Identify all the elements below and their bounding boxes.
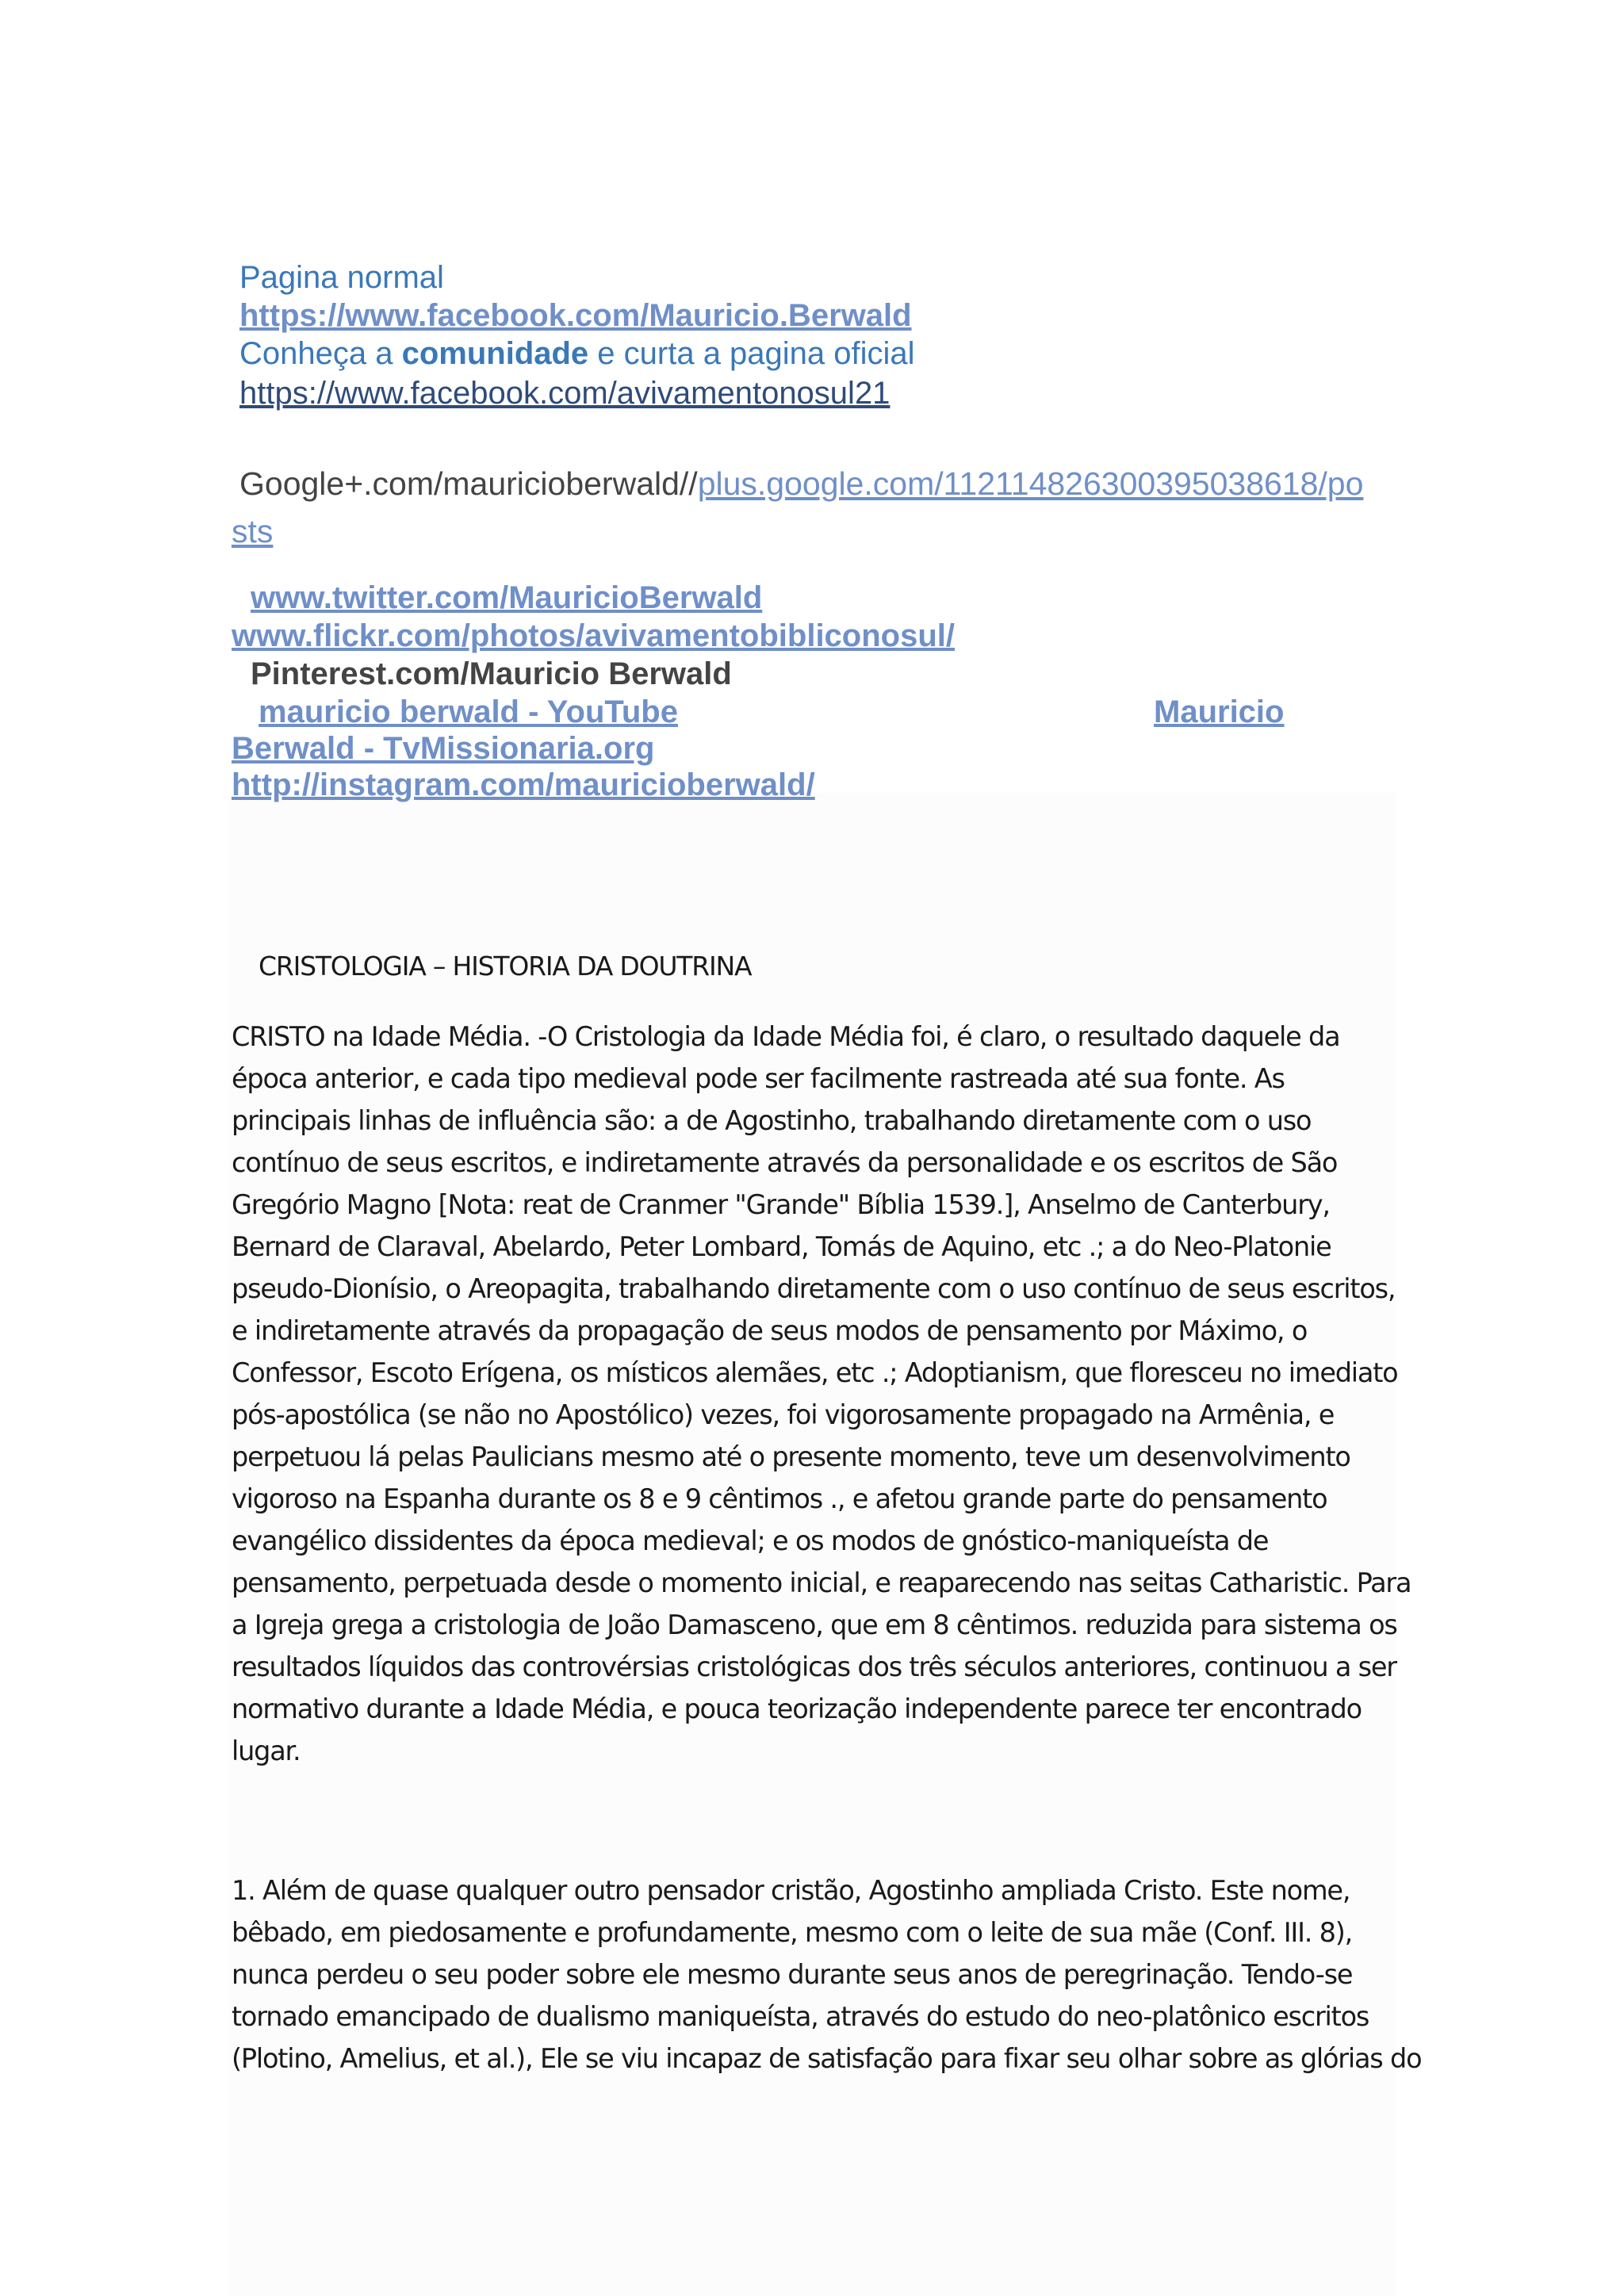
paragraph-line: normativo durante a Idade Média, e pouca teorização independente parece ter encontrado — [232, 1693, 1362, 1724]
paragraph-line: CRISTO na Idade Média. -O Cristologia da Idade Média foi, é claro, o resultado daquele da — [232, 1021, 1340, 1052]
paragraph-line: a Igreja grega a cristologia de João Damasceno, que em 8 cêntimos. reduzida para sistema os — [232, 1609, 1397, 1640]
google-plus-link[interactable]: plus.google.com/112114826300395038618/po — [697, 465, 1364, 502]
paragraph-line: época anterior, e cada tipo medieval pode ser facilmente rastreada até sua fonte. As — [232, 1063, 1285, 1094]
pagina-normal-label: Pagina normal — [239, 260, 444, 295]
paragraph-line: bêbado, em piedosamente e profundamente, mesmo com o leite de sua mãe (Conf. III. 8), — [232, 1917, 1353, 1948]
paragraph-line: pseudo-Dionísio, o Areopagita, trabalhando diretamente com o uso contínuo de seus escritos, — [232, 1273, 1396, 1304]
community-suffix: e curta a pagina oficial — [588, 336, 915, 371]
community-line — [239, 336, 915, 372]
paragraph-line: Confessor, Escoto Erígena, os místicos alemães, etc .; Adoptianism, que floresceu no imediato — [232, 1357, 1398, 1388]
paragraph-line: nunca perdeu o seu poder sobre ele mesmo durante seus anos de peregrinação. Tendo-se — [232, 1959, 1353, 1990]
paragraph-line: (Plotino, Amelius, et al.), Ele se viu incapaz de satisfação para fixar seu olhar sobre as glórias do — [232, 2043, 1422, 2074]
facebook-page-link[interactable]: https://www.facebook.com/avivamentonosul21 — [239, 376, 891, 411]
google-plus-line — [239, 465, 1363, 503]
paragraph-line: contínuo de seus escritos, e indiretamente através da personalidade e os escritos de São — [232, 1147, 1338, 1178]
paragraph-line: tornado emancipado de dualismo maniqueísta, através do estudo do neo-platônico escritos — [232, 2001, 1369, 2032]
community-prefix: Conheça a — [239, 336, 402, 371]
paragraph-line: 1. Além de quase qualquer outro pensador cristão, Agostinho ampliada Cristo. Este nome, — [232, 1875, 1350, 1906]
paragraph-line: principais linhas de influência são: a de Agostinho, trabalhando diretamente com o uso — [232, 1105, 1312, 1136]
google-prefix: Google+.com/mauricioberwald// — [239, 465, 698, 502]
paragraph-line: pensamento, perpetuada desde o momento inicial, e reaparecendo nas seitas Catharistic. Para — [232, 1567, 1411, 1598]
paragraph-line: evangélico dissidentes da época medieval; e os modos de gnóstico-maniqueísta de — [232, 1525, 1269, 1556]
paragraph-line: resultados líquidos das controvérsias cristológicas dos três séculos anteriores, continuou a ser — [232, 1651, 1396, 1682]
paragraph-line: vigoroso na Espanha durante os 8 e 9 cêntimos ., e afetou grande parte do pensamento — [232, 1483, 1327, 1514]
youtube-link[interactable]: mauricio berwald - YouTube — [259, 695, 678, 729]
paragraph-line: lugar. — [232, 1735, 301, 1766]
community-bold: comunidade — [401, 336, 589, 371]
google-plus-link-continued[interactable]: sts — [232, 513, 274, 549]
paragraph-line: e indiretamente através da propagação de seus modos de pensamento por Máximo, o — [232, 1315, 1308, 1346]
paragraph-line: Bernard de Claraval, Abelardo, Peter Lombard, Tomás de Aquino, etc .; a do Neo-Platonie — [232, 1231, 1331, 1262]
twitter-link[interactable]: www.twitter.com/MauricioBerwald — [251, 580, 763, 615]
facebook-personal-link[interactable]: https://www.facebook.com/Mauricio.Berwald — [239, 298, 912, 333]
pinterest-text: Pinterest.com/Mauricio Berwald — [251, 656, 732, 691]
instagram-link[interactable]: http://instagram.com/mauricioberwald/ — [232, 767, 815, 802]
flickr-link[interactable]: www.flickr.com/photos/avivamentobibliconosul/ — [232, 618, 956, 653]
tvmissionaria-link-part1[interactable]: Mauricio — [1154, 695, 1285, 729]
tvmissionaria-link-part2[interactable]: Berwald - TvMissionaria.org — [232, 731, 655, 766]
article-title: CRISTOLOGIA – HISTORIA DA DOUTRINA — [259, 951, 752, 982]
paragraph-line: pós-apostólica (se não no Apostólico) vezes, foi vigorosamente propagado na Armênia, e — [232, 1399, 1335, 1430]
paragraph-line: Gregório Magno [Nota: reat de Cranmer "Grande" Bíblia 1539.], Anselmo de Canterbury, — [232, 1189, 1330, 1220]
paragraph-line: perpetuou lá pelas Paulicians mesmo até o presente momento, teve um desenvolvimento — [232, 1441, 1350, 1472]
